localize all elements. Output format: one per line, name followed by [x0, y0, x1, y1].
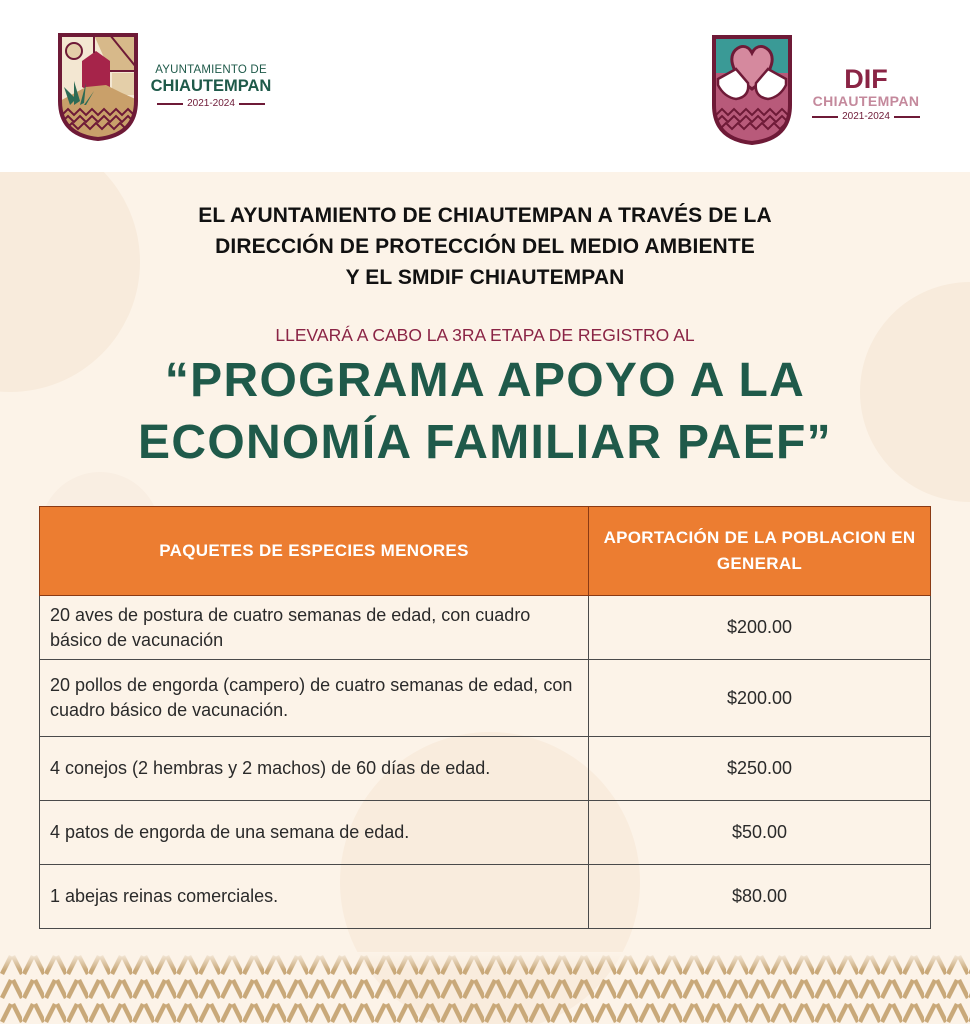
divider [894, 116, 920, 118]
table-header-row [40, 507, 931, 596]
package-price: $250.00 [589, 737, 931, 801]
table-row [40, 865, 931, 929]
intro-line: Y EL SMDIF CHIAUTEMPAN [345, 266, 625, 289]
table-row [40, 737, 931, 801]
dif-chiautempan-label: CHIAUTEMPAN [812, 93, 920, 109]
intro-line: EL AYUNTAMIENTO DE CHIAUTEMPAN A TRAVÉS DE LA [198, 204, 772, 227]
intro-line: DIRECCIÓN DE PROTECCIÓN DEL MEDIO AMBIENTE [215, 235, 755, 258]
divider [239, 103, 265, 105]
years-label: 2021-2024 [187, 98, 235, 109]
column-header-contribution: APORTACIÓN DE LA POBLACION EN GENERAL [589, 507, 931, 596]
ayuntamiento-logo-text [146, 64, 276, 109]
package-price: $200.00 [589, 660, 931, 737]
divider [157, 103, 183, 105]
title-line: “PROGRAMA APOYO A LA [164, 354, 806, 407]
ayuntamiento-logo [56, 31, 140, 148]
chiautempan-label: CHIAUTEMPAN [150, 77, 272, 95]
package-description: 20 aves de postura de cuatro semanas de edad, con cuadro básico de vacunación [40, 596, 589, 660]
package-description: 4 conejos (2 hembras y 2 machos) de 60 días de edad. [40, 737, 589, 801]
packages-table [39, 506, 931, 929]
table-row [40, 660, 931, 737]
subtitle: LLEVARÁ A CABO LA 3RA ETAPA DE REGISTRO AL [275, 325, 695, 345]
package-price: $200.00 [589, 596, 931, 660]
package-description: 20 pollos de engorda (campero) de cuatro semanas de edad, con cuadro básico de vacunación. [40, 660, 589, 737]
table-row [40, 596, 931, 660]
package-description: 4 patos de engorda de una semana de edad. [40, 801, 589, 865]
title-line: ECONOMÍA FAMILIAR PAEF” [138, 416, 832, 469]
years-row [146, 98, 276, 109]
dif-label: DIF [844, 64, 888, 94]
dif-logo-text [800, 66, 932, 122]
dif-shield-icon [710, 33, 794, 147]
table-row [40, 801, 931, 865]
program-title [20, 350, 950, 474]
package-price: $80.00 [589, 865, 931, 929]
ayuntamiento-label: AYUNTAMIENTO DE [155, 64, 267, 76]
herringbone-pattern [0, 952, 970, 1024]
years-row [800, 111, 932, 122]
package-price: $50.00 [589, 801, 931, 865]
ayuntamiento-shield-icon [56, 31, 140, 143]
dif-logo [710, 33, 794, 152]
divider [812, 116, 838, 118]
column-header-packages: PAQUETES DE ESPECIES MENORES [40, 507, 589, 596]
intro-heading [60, 200, 910, 293]
package-description: 1 abejas reinas comerciales. [40, 865, 589, 929]
years-label: 2021-2024 [842, 111, 890, 122]
